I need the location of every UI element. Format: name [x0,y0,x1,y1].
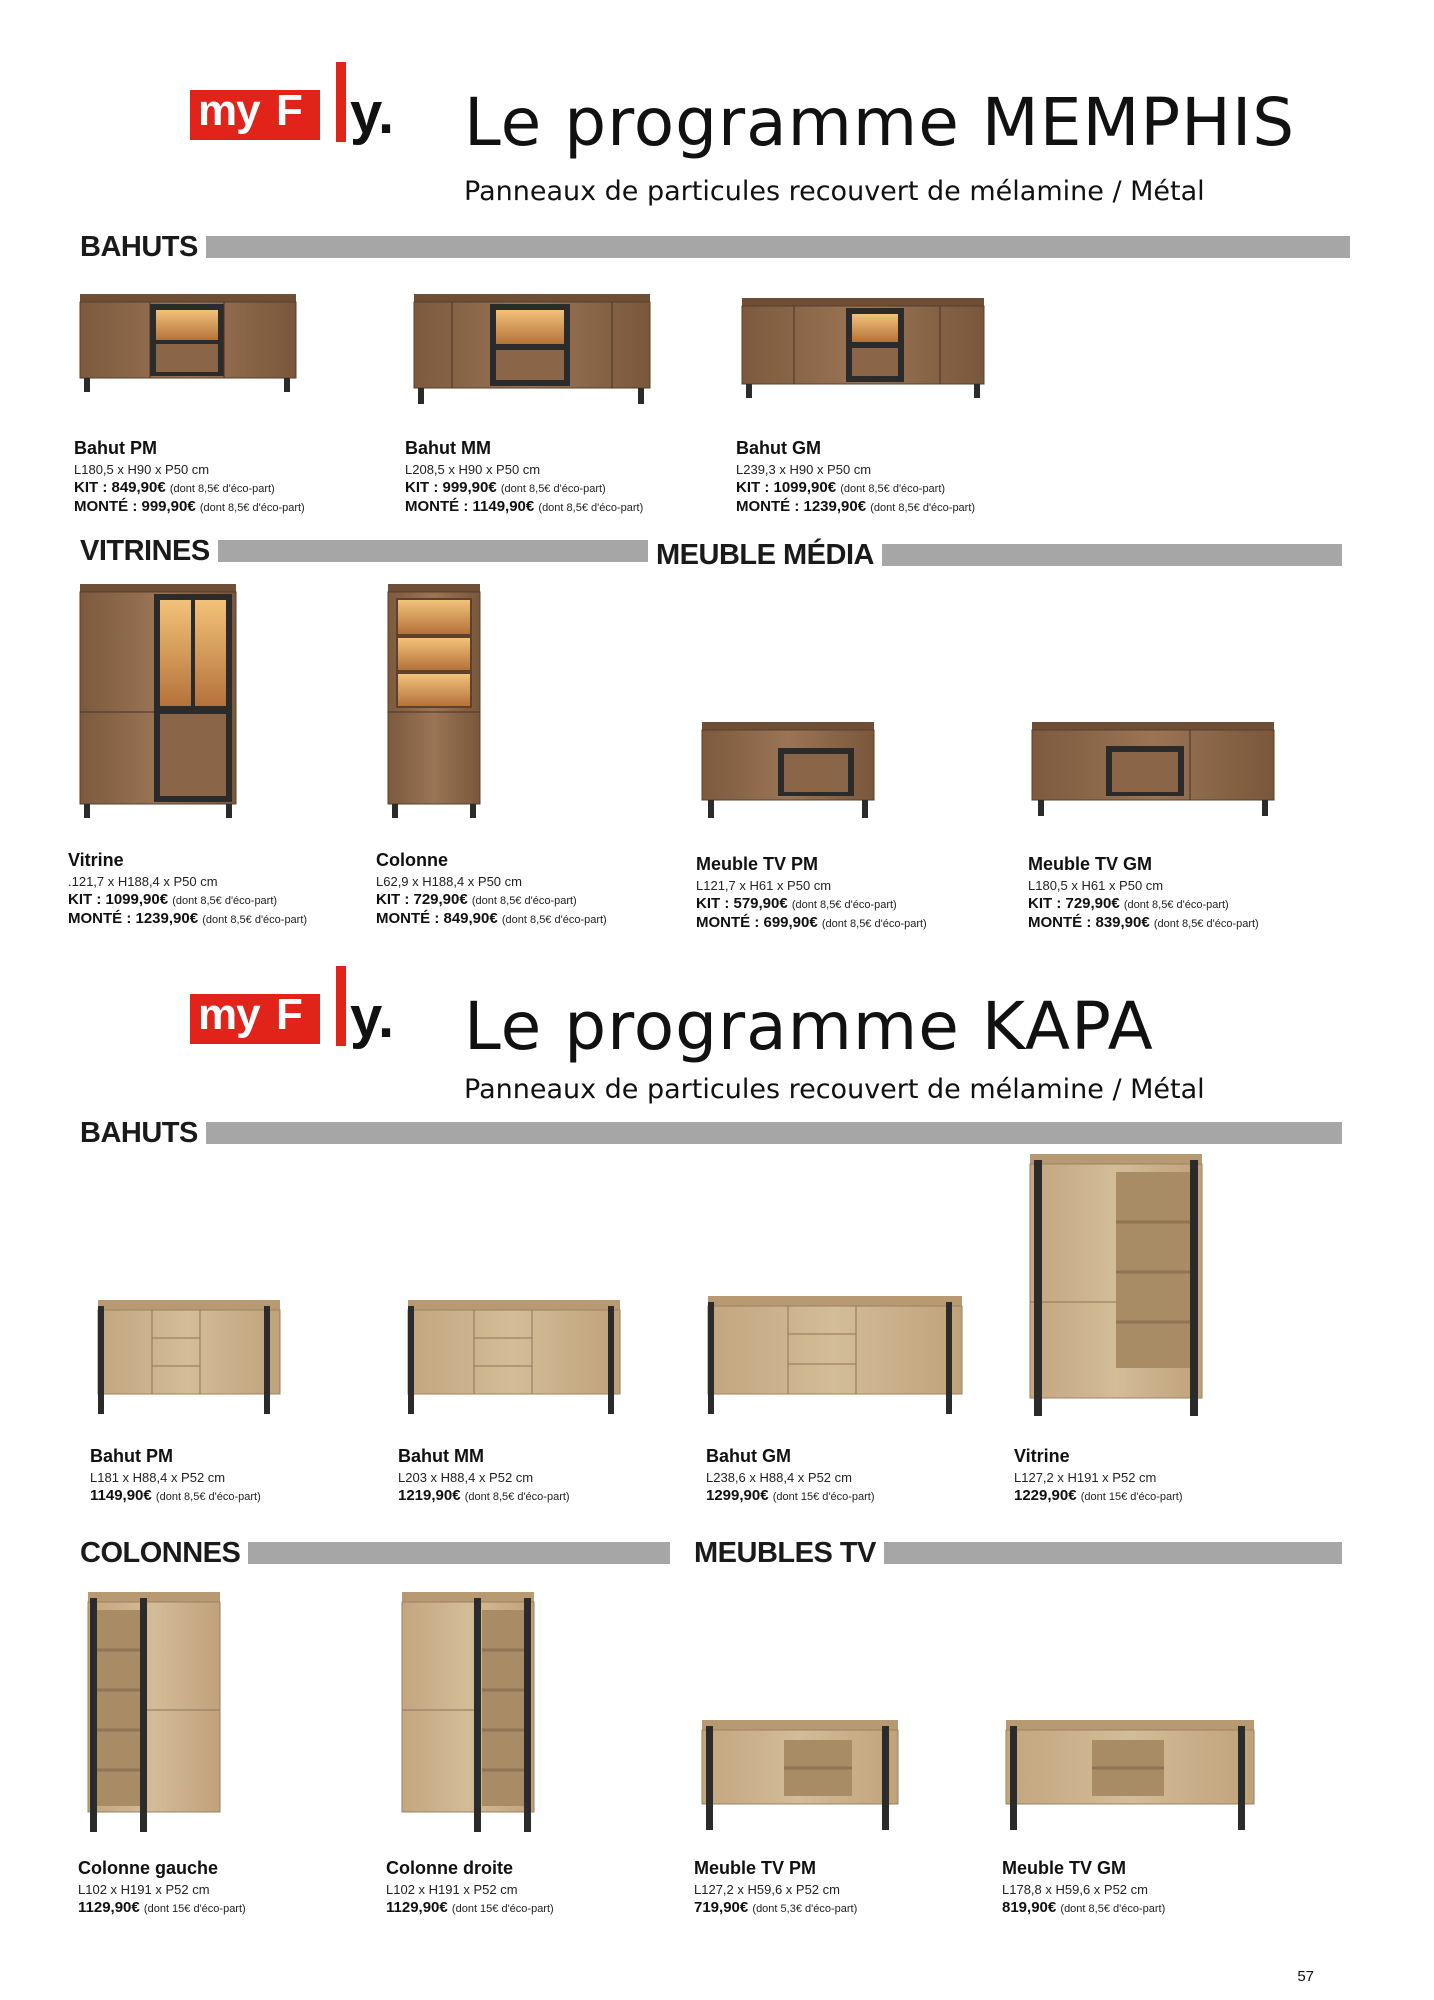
memphis-meuble-tv-gm: Meuble TV GM L180,5 x H61 x P50 cm KIT : 729,90€ (dont 8,5€ d'éco-part) MONTÉ : 839,90€ (dont 8,5€ d'éco-part) [1028,854,1259,931]
kapa-bahut-mm: Bahut MM L203 x H88,4 x P52 cm 1219,90€ (dont 8,5€ d'éco-part) [398,1446,570,1504]
kapa-colonnes-section: COLONNES [80,1538,670,1568]
kapa-subtitle: Panneaux de particules recouvert de mélamine / Métal [464,1074,1205,1105]
kapa-bahuts-section: BAHUTS [80,1118,1342,1148]
memphis-vitrines-section: VITRINES [80,536,648,566]
memphis-colonne: Colonne L62,9 x H188,4 x P50 cm KIT : 729,90€ (dont 8,5€ d'éco-part) MONTÉ : 849,90€ (dont 8,5€ d'éco-part) [376,850,607,927]
memphis-bahuts-section: BAHUTS [80,232,1350,262]
memphis-bahut-mm: Bahut MM L208,5 x H90 x P50 cm KIT : 999,90€ (dont 8,5€ d'éco-part) MONTÉ : 1149,90€ (dont 8,5€ d'éco-part) [405,438,644,515]
kapa-meuble-tv-gm: Meuble TV GM L178,8 x H59,6 x P52 cm 819,90€ (dont 8,5€ d'éco-part) [1002,1858,1166,1916]
kapa-meubles-tv-section: MEUBLES TV [694,1538,1342,1568]
kapa-bahut-pm-image [94,1298,284,1420]
myfly-logo-2: my F y. [190,966,410,1076]
kapa-colonne-droite-image [398,1590,538,1836]
myfly-logo: my F y. [190,62,410,172]
kapa-bahut-gm: Bahut GM L238,6 x H88,4 x P52 cm 1299,90€ (dont 15€ d'éco-part) [706,1446,875,1504]
memphis-bahut-pm-image [78,292,298,396]
memphis-colonne-image [386,582,482,822]
kapa-meuble-tv-pm-image [698,1718,902,1834]
memphis-meuble-tv-pm: Meuble TV PM L121,7 x H61 x P50 cm KIT : 579,90€ (dont 8,5€ d'éco-part) MONTÉ : 699,90€ (dont 8,5€ d'éco-part) [696,854,927,931]
memphis-meuble-tv-gm-image [1030,718,1276,822]
memphis-vitrine: Vitrine .121,7 x H188,4 x P50 cm KIT : 1099,90€ (dont 8,5€ d'éco-part) MONTÉ : 1239,90€ (dont 8,5€ d'éco-part) [68,850,308,927]
kapa-bahut-mm-image [404,1298,624,1420]
memphis-bahut-gm-image [740,296,986,402]
kapa-bahut-gm-image [704,1294,966,1420]
memphis-vitrine-image [76,582,240,822]
memphis-meuble-tv-pm-image [700,718,876,822]
kapa-vitrine-image [1026,1152,1206,1420]
kapa-meuble-tv-pm: Meuble TV PM L127,2 x H59,6 x P52 cm 719,90€ (dont 5,3€ d'éco-part) [694,1858,858,1916]
kapa-vitrine: Vitrine L127,2 x H191 x P52 cm 1229,90€ (dont 15€ d'éco-part) [1014,1446,1183,1504]
kapa-colonne-gauche-image [84,1590,224,1836]
memphis-subtitle: Panneaux de particules recouvert de mélamine / Métal [464,176,1205,207]
memphis-bahut-mm-image [412,292,652,408]
kapa-meuble-tv-gm-image [1002,1718,1258,1834]
kapa-bahut-pm: Bahut PM L181 x H88,4 x P52 cm 1149,90€ (dont 8,5€ d'éco-part) [90,1446,261,1504]
memphis-bahut-pm: Bahut PM L180,5 x H90 x P50 cm KIT : 849,90€ (dont 8,5€ d'éco-part) MONTÉ : 999,90€ (dont 8,5€ d'éco-part) [74,438,305,515]
kapa-colonne-gauche: Colonne gauche L102 x H191 x P52 cm 1129,90€ (dont 15€ d'éco-part) [78,1858,246,1916]
kapa-colonne-droite: Colonne droite L102 x H191 x P52 cm 1129,90€ (dont 15€ d'éco-part) [386,1858,554,1916]
kapa-title: Le programme KAPA [464,988,1154,1065]
memphis-bahut-gm: Bahut GM L239,3 x H90 x P50 cm KIT : 1099,90€ (dont 8,5€ d'éco-part) MONTÉ : 1239,90€ (dont 8,5€ d'éco-part) [736,438,976,515]
memphis-title: Le programme MEMPHIS [464,84,1296,161]
page-number: 57 [1297,1968,1314,1985]
memphis-media-section: MEUBLE MÉDIA [656,540,1342,570]
